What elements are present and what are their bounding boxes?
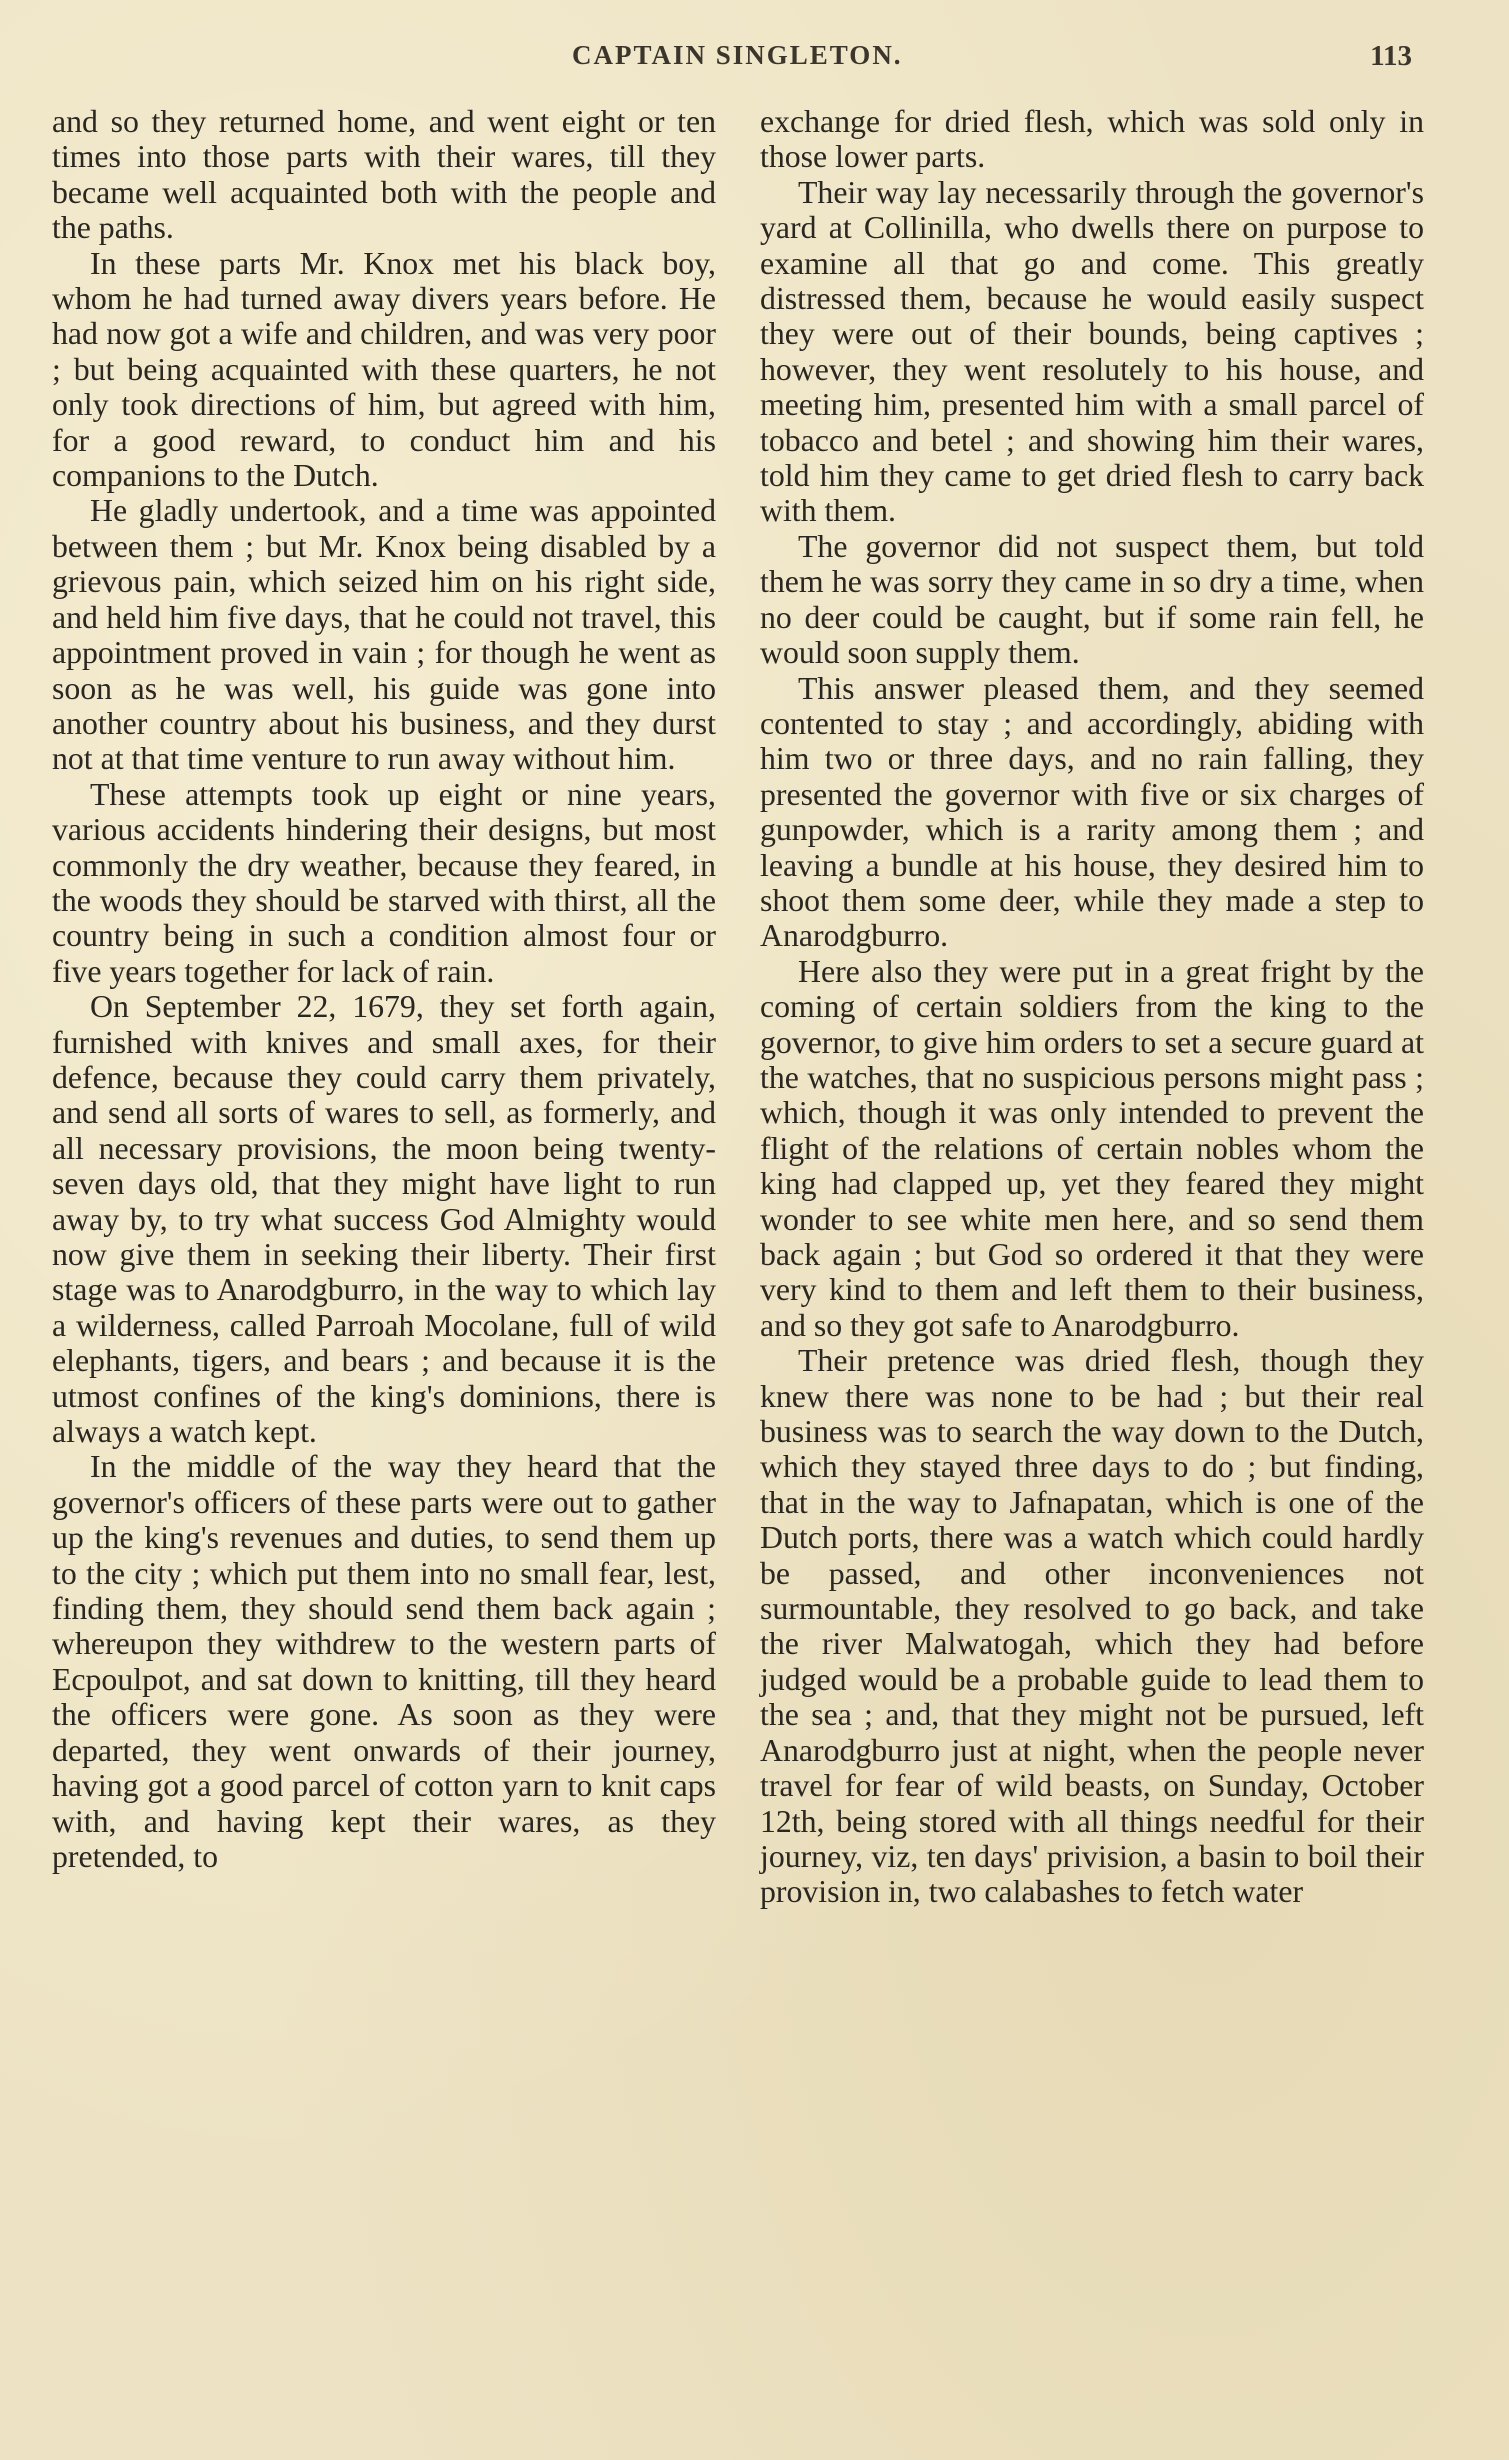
paragraph: exchange for dried flesh, which was sold only in those lower parts. [760, 104, 1424, 175]
left-column [52, 104, 716, 1874]
paragraph: This answer pleased them, and they seemed contented to stay ; and accordingly, abiding with him two or three days, and no rain falling, they presented the governor with five or six charges of gunpowder, which is a rarity among them ; and leaving a bundle at his house, they desired him to shoot them some deer, while they made a step to Anarodgburro. [760, 670, 1424, 954]
paragraph: On September 22, 1679, they set forth again, furnished with knives and small axes, for their defence, because they could carry them privately, and send all sorts of wares to sell, as formerly, and all necessary provisions, the moon being twenty-seven days old, that they might have light to run away by, to try what success God Almighty would now give them in seeking their liberty. Their first stage was to Anarodgburro, in the way to which lay a wilderness, called Parroah Mocolane, full of wild elephants, tigers, and bears ; and because it is the utmost confines of the king's dominions, there is always a watch kept. [52, 989, 716, 1450]
paragraph: In these parts Mr. Knox met his black boy, whom he had turned away divers years before. He had now got a wife and children, and was very poor ; but being acquainted with these quarters, he not only took directions of him, but agreed with him, for a good reward, to conduct him and his companions to the Dutch. [52, 245, 716, 494]
paragraph: In the middle of the way they heard that the governor's officers of these parts were out to gather up the king's revenues and duties, to send them up to the city ; which put them into no small fear, lest, finding them, they should send them back again ; whereupon they withdrew to the western parts of Ecpoulpot, and sat down to knitting, till they heard the officers were gone. As soon as they were departed, they went onwards of their journey, having got a good parcel of cotton yarn to knit caps with, and having kept their wares, as they pretended, to [52, 1449, 716, 1874]
paragraph: He gladly undertook, and a time was appointed between them ; but Mr. Knox being disabled by a grievous pain, which seized him on his right side, and held him five days, that he could not travel, this appointment proved in vain ; for though he went as soon as he was well, his guide was gone into another country about his business, and they durst not at that time venture to run away without him. [52, 493, 716, 777]
paragraph: Their way lay necessarily through the governor's yard at Collinilla, who dwells there on purpose to examine all that go and come. This greatly distressed them, because he would easily suspect they were out of their bounds, being captives ; however, they went resolutely to his house, and meeting him, presented him with a small parcel of tobacco and betel ; and showing him their wares, told him they came to get dried flesh to carry back with them. [760, 174, 1424, 529]
paragraph: and so they returned home, and went eight or ten times into those parts with their wares, till they became well acquainted both with the people and the paths. [52, 104, 716, 246]
right-column [760, 104, 1424, 1910]
running-title: CAPTAIN SINGLETON. [572, 40, 903, 70]
page-number: 113 [1370, 40, 1412, 72]
paragraph: Their pretence was dried flesh, though they knew there was none to be had ; but their real business was to search the way down to the Dutch, which they stayed three days to do ; but finding, that in the way to Jafnapatan, which is one of the Dutch ports, there was a watch which could hardly be passed, and other inconveniences not surmountable, they resolved to go back, and take the river Malwatogah, which they had before judged would be a probable guide to lead them to the sea ; and, that they might not be pursued, left Anarodgburro just at night, when the people never travel for fear of wild beasts, on Sunday, October 12th, being stored with all things needful for their journey, viz, ten days' privision, a basin to boil their provision in, two calabashes to fetch water [760, 1343, 1424, 1910]
paragraph: Here also they were put in a great fright by the coming of certain soldiers from the king to the governor, to give him orders to set a secure guard at the watches, that no suspicious persons might pass ; which, though it was only intended to prevent the flight of the relations of certain nobles whom the king had clapped up, yet they feared they might wonder to see white men here, and so send them back again ; but God so ordered it that they were very kind to them and left them to their business, and so they got safe to Anarodgburro. [760, 953, 1424, 1343]
paragraph: These attempts took up eight or nine years, various accidents hindering their designs, but most commonly the dry weather, because they feared, in the woods they should be starved with thirst, all the country being in such a condition almost four or five years together for lack of rain. [52, 776, 716, 989]
paragraph: The governor did not suspect them, but told them he was sorry they came in so dry a time, when no deer could be caught, but if some rain fell, he would soon supply them. [760, 528, 1424, 671]
page-header [52, 40, 1412, 84]
